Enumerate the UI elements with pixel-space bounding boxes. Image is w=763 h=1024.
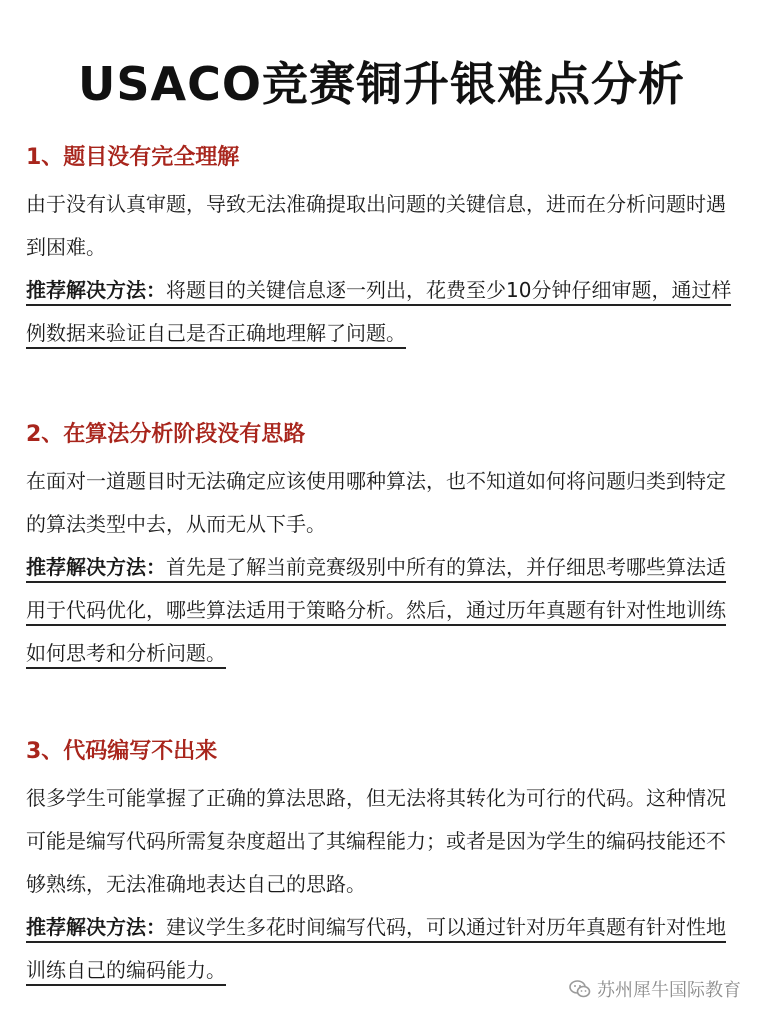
recommendation-label: 推荐解决方法： (26, 278, 166, 302)
section-heading: 2、在算法分析阶段没有思路 (26, 422, 306, 447)
watermark-text: 苏州犀牛国际教育 (597, 980, 741, 1001)
recommendation-label: 推荐解决方法： (26, 555, 166, 579)
page-title: USACO竞赛铜升银难点分析 (78, 57, 685, 111)
recommendation (26, 546, 738, 675)
section-heading: 3、代码编写不出来 (26, 739, 218, 764)
section-paragraph: 由于没有认真审题，导致无法准确提取出问题的关键信息，进而在分析问题时遇到困难。 (26, 192, 726, 259)
section-paragraph: 在面对一道题目时无法确定应该使用哪种算法，也不知道如何将问题归类到特定的算法类型中去，从而无从下手。 (26, 469, 726, 536)
watermark (569, 976, 741, 1002)
recommendation (26, 269, 738, 355)
recommendation-text: 建议学生多花时间编写代码，可以通过针对历年真题有针对性地训练自己的编码能力。 (26, 915, 726, 982)
section-1 (26, 143, 738, 355)
recommendation-label: 推荐解决方法： (26, 915, 166, 939)
wechat-icon (569, 979, 591, 999)
section-heading: 1、题目没有完全理解 (26, 145, 240, 170)
section-3 (26, 737, 738, 992)
recommendation-text: 首先是了解当前竞赛级别中所有的算法，并仔细思考哪些算法适用于代码优化，哪些算法适用于策略分析。然后，通过历年真题有针对性地训练如何思考和分析问题。 (26, 555, 726, 665)
recommendation-text: 将题目的关键信息逐一列出，花费至少10分钟仔细审题，通过样例数据来验证自己是否正确地理解了问题。 (26, 278, 732, 345)
section-2 (26, 420, 738, 675)
section-paragraph: 很多学生可能掌握了正确的算法思路，但无法将其转化为可行的代码。这种情况可能是编写代码所需复杂度超出了其编程能力；或者是因为学生的编码技能还不够熟练，无法准确地表达自己的思路。 (26, 786, 726, 896)
